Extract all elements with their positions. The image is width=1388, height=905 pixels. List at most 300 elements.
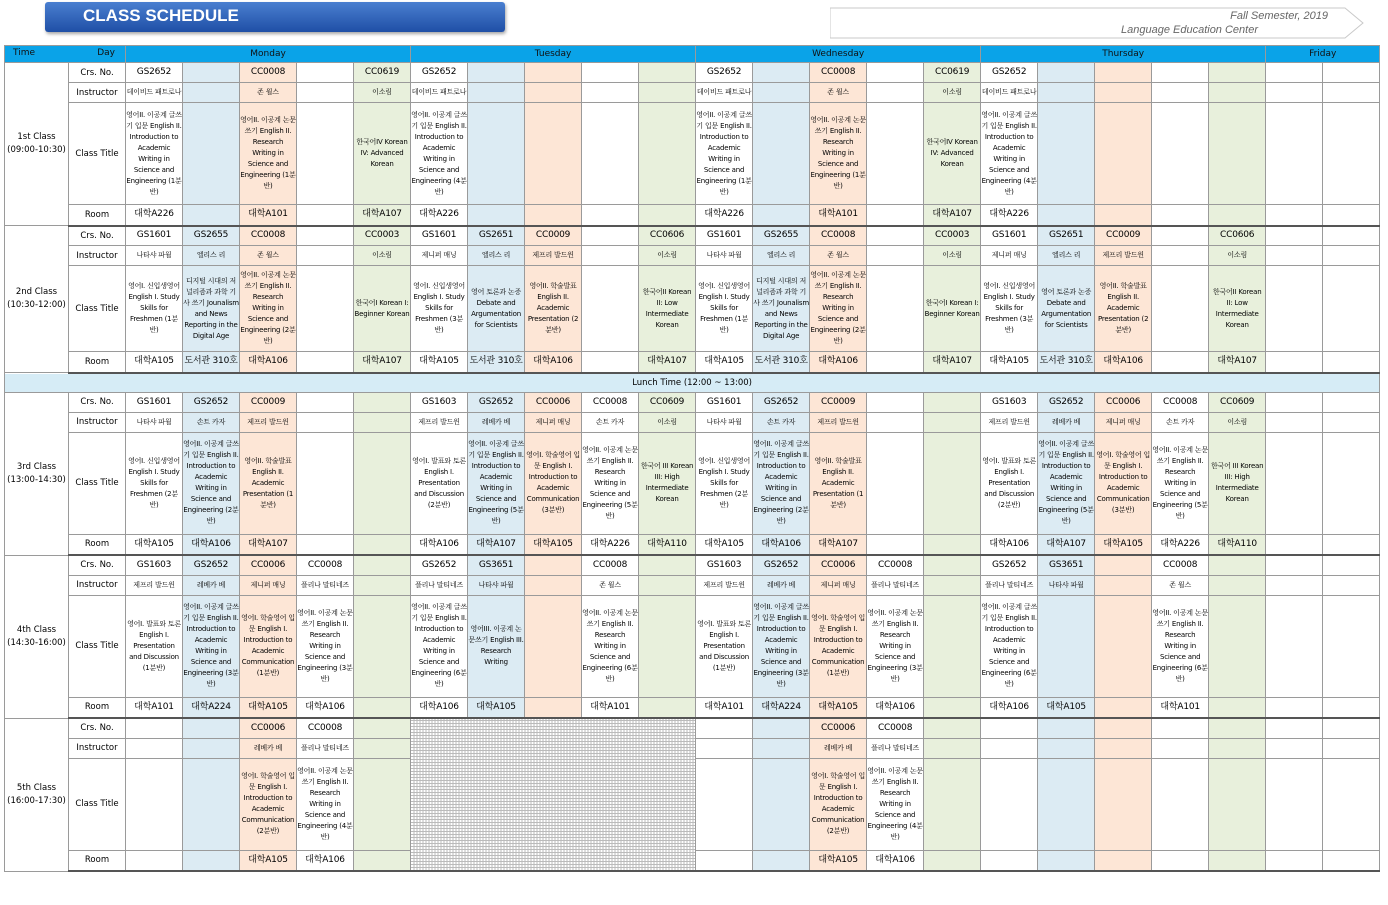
course-room: 도서관 310호	[183, 352, 240, 373]
course-code[interactable]: CC0008	[810, 226, 867, 246]
row-label-room: Room	[69, 534, 126, 555]
course-title: 영어I. 신입생영어 English I. Study Skills for Freshmen (2분반)	[126, 432, 183, 534]
semester-label: Fall Semester, 2019	[1230, 10, 1328, 22]
empty-slot	[582, 266, 639, 352]
row-label-code: Crs. No.	[69, 555, 126, 575]
course-instructor: 존 윌스	[810, 246, 867, 266]
period-name: 2nd Class	[15, 287, 58, 297]
empty-slot	[1152, 103, 1209, 205]
empty-slot	[525, 575, 582, 595]
course-code[interactable]: GS2655	[753, 226, 810, 246]
empty-slot	[582, 205, 639, 226]
course-code[interactable]: GS3651	[468, 555, 525, 575]
course-code[interactable]: CC0009	[525, 226, 582, 246]
course-title: 영어I. 학술영어 입문 English I. Introduction to Academic Communication (1분반)	[240, 595, 297, 697]
empty-slot	[1266, 392, 1323, 412]
empty-slot	[1323, 432, 1380, 534]
empty-slot	[1209, 850, 1266, 871]
empty-slot	[639, 205, 696, 226]
empty-slot	[924, 432, 981, 534]
course-room: 대학A105	[468, 697, 525, 718]
course-code[interactable]: GS1601	[696, 392, 753, 412]
empty-slot	[1266, 266, 1323, 352]
course-code[interactable]: CC0006	[240, 718, 297, 738]
empty-slot	[1209, 555, 1266, 575]
course-code[interactable]: CC0006	[525, 392, 582, 412]
empty-slot	[1152, 758, 1209, 850]
course-room: 대학A105	[1095, 534, 1152, 555]
empty-slot	[297, 266, 354, 352]
course-code[interactable]: GS2652	[1038, 392, 1095, 412]
empty-slot	[525, 555, 582, 575]
course-code[interactable]: GS2652	[126, 63, 183, 83]
course-instructor: 손트 카자	[1152, 412, 1209, 432]
period-name: 5th Class	[16, 782, 57, 793]
course-room: 대학A105	[126, 352, 183, 373]
course-instructor: 엘리스 리	[753, 246, 810, 266]
empty-slot	[1038, 103, 1095, 205]
course-code[interactable]: GS3651	[1038, 555, 1095, 575]
course-instructor: 존 윌스	[1152, 575, 1209, 595]
empty-slot	[1266, 246, 1323, 266]
course-instructor: 이소림	[924, 246, 981, 266]
course-room: 대학A106	[867, 850, 924, 871]
row-label-instructor: Instructor	[69, 738, 126, 758]
course-code[interactable]: GS2652	[753, 392, 810, 412]
day-header-wednesday: Wednesday	[696, 46, 981, 63]
course-room: 대학A106	[981, 534, 1038, 555]
empty-slot	[1266, 534, 1323, 555]
course-room: 대학A101	[240, 205, 297, 226]
course-code[interactable]: CC0008	[1152, 392, 1209, 412]
course-code[interactable]: GS1601	[981, 226, 1038, 246]
course-code[interactable]: GS1603	[696, 555, 753, 575]
empty-slot	[1323, 595, 1380, 697]
course-title: 영어II. 이공계 논문쓰기 English II. Research Writing in Science and Engineering (5분반)	[582, 432, 639, 534]
empty-slot	[639, 595, 696, 697]
course-title: 영어 토론과 논증 Debate and Argumentation for Scientists	[468, 266, 525, 352]
row-label-code: Crs. No.	[69, 718, 126, 738]
course-instructor: 데이비드 패트로나	[411, 83, 468, 103]
empty-slot	[468, 205, 525, 226]
row-label-title: Class Title	[69, 266, 126, 352]
row-label-code: Crs. No.	[69, 392, 126, 412]
course-room: 대학A107	[810, 534, 867, 555]
course-code[interactable]: GS1601	[126, 392, 183, 412]
empty-slot	[1209, 103, 1266, 205]
empty-slot	[1266, 205, 1323, 226]
course-instructor: 이소림	[639, 246, 696, 266]
course-instructor: 플리나 말티네즈	[867, 738, 924, 758]
course-code[interactable]: CC0008	[240, 226, 297, 246]
course-instructor: 이소림	[639, 412, 696, 432]
course-room: 대학A101	[126, 697, 183, 718]
empty-slot	[1323, 103, 1380, 205]
course-instructor: 제니퍼 매닝	[411, 246, 468, 266]
empty-slot	[297, 103, 354, 205]
course-title: 영어II. 학술발표 English II. Academic Presentation (1분반)	[810, 432, 867, 534]
course-room: 대학A106	[525, 352, 582, 373]
empty-slot	[867, 83, 924, 103]
course-code[interactable]: CC0006	[240, 555, 297, 575]
course-title: 영어II. 이공계 글쓰기 입문 English II. Introduction to Academic Writing in Science and Engineering (6분반)	[981, 595, 1038, 697]
course-room: 대학A106	[411, 534, 468, 555]
course-code[interactable]: GS2652	[696, 63, 753, 83]
empty-slot	[1152, 738, 1209, 758]
course-code[interactable]: GS1601	[696, 226, 753, 246]
empty-slot	[753, 83, 810, 103]
period-time: (13:00-14:30)	[7, 474, 66, 485]
course-instructor: 제니퍼 매닝	[810, 575, 867, 595]
empty-slot	[1323, 83, 1380, 103]
course-instructor: 엘리스 리	[468, 246, 525, 266]
empty-slot	[753, 758, 810, 850]
course-instructor: 존 윌스	[240, 246, 297, 266]
course-code[interactable]: GS2652	[981, 63, 1038, 83]
course-code[interactable]: GS2655	[183, 226, 240, 246]
course-code[interactable]: CC0006	[810, 718, 867, 738]
time-day-header	[5, 46, 126, 63]
course-title: 영어II. 이공계 논문쓰기 English II. Research Writing in Science and Engineering (2분반)	[810, 266, 867, 352]
empty-slot	[1323, 412, 1380, 432]
empty-slot	[1152, 83, 1209, 103]
course-title: 영어I. 발표와 토론 English I. Presentation and Discussion (2분반)	[981, 432, 1038, 534]
course-room: 대학A110	[639, 534, 696, 555]
empty-slot	[1266, 226, 1323, 246]
course-code[interactable]: GS2651	[468, 226, 525, 246]
course-title: 영어II. 이공계 논문쓰기 English II. Research Writing in Science and Engineering (4분반)	[297, 758, 354, 850]
empty-slot	[924, 697, 981, 718]
course-instructor: 데이비드 패트로나	[696, 83, 753, 103]
course-room: 대학A105	[525, 534, 582, 555]
course-room: 대학A101	[582, 697, 639, 718]
empty-slot	[924, 412, 981, 432]
empty-slot	[1095, 575, 1152, 595]
row-label-title: Class Title	[69, 758, 126, 850]
course-title: 영어I. 신입생영어 English I. Study Skills for Freshmen (3분반)	[981, 266, 1038, 352]
empty-slot	[924, 575, 981, 595]
empty-slot	[1038, 850, 1095, 871]
period-name: 4th Class	[16, 624, 57, 635]
course-code[interactable]: CC0006	[810, 555, 867, 575]
course-title: 영어I. 신입생영어 English I. Study Skills for Freshmen (2분반)	[696, 432, 753, 534]
day-header-thursday: Thursday	[981, 46, 1266, 63]
course-code[interactable]: CC0008	[297, 555, 354, 575]
course-instructor: 엘리스 리	[183, 246, 240, 266]
course-code[interactable]: GS2652	[411, 63, 468, 83]
course-code[interactable]: CC0008	[240, 63, 297, 83]
course-code[interactable]: CC0619	[924, 63, 981, 83]
empty-slot	[183, 83, 240, 103]
course-code[interactable]: GS2652	[183, 392, 240, 412]
empty-slot	[354, 555, 411, 575]
empty-slot	[1266, 575, 1323, 595]
empty-slot	[924, 534, 981, 555]
course-instructor: 레베카 베	[753, 575, 810, 595]
course-room: 대학A105	[981, 352, 1038, 373]
empty-slot	[1266, 758, 1323, 850]
day-header-friday: Friday	[1266, 46, 1380, 63]
course-room: 대학A224	[753, 697, 810, 718]
course-title: 영어II. 이공계 글쓰기 입문 English II. Introduction to Academic Writing in Science and Engineering (3분반)	[753, 595, 810, 697]
empty-slot	[1038, 63, 1095, 83]
course-code[interactable]: GS2652	[468, 392, 525, 412]
course-instructor: 제프리 발드윈	[1095, 246, 1152, 266]
course-instructor: 나타샤 파월	[696, 412, 753, 432]
course-code[interactable]: GS1603	[126, 555, 183, 575]
course-room: 대학A226	[981, 205, 1038, 226]
course-room: 대학A105	[411, 352, 468, 373]
empty-slot	[696, 850, 753, 871]
empty-slot	[582, 226, 639, 246]
course-title: 영어II. 이공계 논문쓰기 English II. Research Writing in Science and Engineering (1분반)	[240, 103, 297, 205]
course-instructor: 레베카 베	[183, 575, 240, 595]
empty-slot	[582, 83, 639, 103]
empty-slot	[753, 718, 810, 738]
course-code[interactable]: CC0008	[582, 392, 639, 412]
course-title: 영어I. 학술영어 입문 English I. Introduction to Academic Communication (3분반)	[525, 432, 582, 534]
empty-slot	[1209, 718, 1266, 738]
empty-slot	[1266, 412, 1323, 432]
empty-slot	[1095, 63, 1152, 83]
course-code[interactable]: GS1603	[981, 392, 1038, 412]
course-code[interactable]: CC0008	[297, 718, 354, 738]
empty-slot	[582, 103, 639, 205]
empty-slot	[183, 738, 240, 758]
course-instructor: 제프리 발드윈	[411, 412, 468, 432]
empty-slot	[1323, 850, 1380, 871]
course-instructor: 나타샤 파월	[1038, 575, 1095, 595]
course-instructor: 플리나 말티네즈	[297, 738, 354, 758]
course-code[interactable]: GS1603	[411, 392, 468, 412]
empty-slot	[1323, 555, 1380, 575]
row-label-code: Crs. No.	[69, 226, 126, 246]
course-instructor: 플리나 말티네즈	[981, 575, 1038, 595]
empty-slot	[582, 352, 639, 373]
empty-slot	[1152, 246, 1209, 266]
course-instructor: 제프리 발드윈	[126, 575, 183, 595]
course-title: 영어II. 이공계 논문쓰기 English II. Research Writing in Science and Engineering (1분반)	[810, 103, 867, 205]
course-code[interactable]: CC0619	[354, 63, 411, 83]
course-title: 영어II. 이공계 글쓰기 입문 English II. Introduction to Academic Writing in Science and Engineering (5분반)	[468, 432, 525, 534]
course-code[interactable]: CC0009	[240, 392, 297, 412]
course-instructor: 레베카 베	[1038, 412, 1095, 432]
empty-slot	[753, 738, 810, 758]
course-room: 대학A226	[1152, 534, 1209, 555]
empty-slot	[297, 352, 354, 373]
row-label-instructor: Instructor	[69, 575, 126, 595]
empty-slot	[297, 392, 354, 412]
course-room: 대학A106	[240, 352, 297, 373]
empty-slot	[1266, 83, 1323, 103]
empty-slot	[1095, 555, 1152, 575]
empty-slot	[1038, 738, 1095, 758]
empty-slot	[1095, 103, 1152, 205]
course-instructor: 레베카 베	[468, 412, 525, 432]
course-code[interactable]: CC0609	[1209, 392, 1266, 412]
course-title: 영어II. 이공계 논문쓰기 English II. Research Writing in Science and Engineering (5분반)	[1152, 432, 1209, 534]
course-room: 대학A107	[1038, 534, 1095, 555]
row-label-instructor: Instructor	[69, 246, 126, 266]
course-code[interactable]: GS1601	[411, 226, 468, 246]
course-room: 대학A107	[240, 534, 297, 555]
course-instructor: 나타샤 파월	[468, 575, 525, 595]
course-title: 영어I. 학술영어 입문 English I. Introduction to Academic Communication (2분반)	[810, 758, 867, 850]
course-code[interactable]: GS2652	[183, 555, 240, 575]
empty-slot	[1095, 738, 1152, 758]
course-room: 대학A106	[411, 697, 468, 718]
course-code[interactable]: GS2652	[753, 555, 810, 575]
empty-slot	[753, 850, 810, 871]
empty-slot	[867, 226, 924, 246]
course-code[interactable]: CC0009	[810, 392, 867, 412]
course-instructor: 엘리스 리	[1038, 246, 1095, 266]
empty-slot	[1038, 205, 1095, 226]
course-title: 영어II. 이공계 글쓰기 입문 English II. Introduction to Academic Writing in Science and Engineering (1분반)	[126, 103, 183, 205]
empty-slot	[297, 205, 354, 226]
course-title: 한국어 III Korean III: High Intermediate Korean	[639, 432, 696, 534]
empty-slot	[1323, 575, 1380, 595]
course-code[interactable]: GS2652	[981, 555, 1038, 575]
empty-slot	[354, 432, 411, 534]
course-room: 대학A106	[1095, 352, 1152, 373]
empty-slot	[696, 758, 753, 850]
course-code[interactable]: CC0609	[639, 392, 696, 412]
course-title: 영어II. 이공계 글쓰기 입문 English II. Introduction to Academic Writing in Science and Engineering (4분반)	[981, 103, 1038, 205]
row-label-title: Class Title	[69, 432, 126, 534]
empty-slot	[297, 246, 354, 266]
course-code[interactable]: GS2652	[411, 555, 468, 575]
course-room: 대학A106	[981, 697, 1038, 718]
course-code[interactable]: CC0606	[639, 226, 696, 246]
empty-slot	[297, 83, 354, 103]
course-instructor: 제니퍼 매닝	[240, 575, 297, 595]
course-room: 대학A107	[639, 352, 696, 373]
row-label-instructor: Instructor	[69, 412, 126, 432]
course-room: 대학A106	[867, 697, 924, 718]
course-code[interactable]: CC0008	[867, 555, 924, 575]
empty-slot	[525, 63, 582, 83]
empty-slot	[1323, 226, 1380, 246]
empty-slot	[1209, 205, 1266, 226]
day-header-tuesday: Tuesday	[411, 46, 696, 63]
course-instructor: 레베카 베	[240, 738, 297, 758]
course-code[interactable]: CC0006	[1095, 392, 1152, 412]
period-name: 1st Class	[17, 132, 56, 142]
empty-slot	[1266, 103, 1323, 205]
course-room: 대학A105	[696, 352, 753, 373]
course-instructor: 데이비드 패트로나	[126, 83, 183, 103]
empty-slot	[981, 718, 1038, 738]
course-instructor: 나타샤 파월	[696, 246, 753, 266]
course-room: 대학A110	[1209, 534, 1266, 555]
course-room: 대학A107	[924, 205, 981, 226]
course-title: 영어II. 학술발표 English II. Academic Presentation (1분반)	[240, 432, 297, 534]
empty-slot	[1038, 718, 1095, 738]
period-label	[5, 718, 69, 871]
course-code[interactable]: CC0606	[1209, 226, 1266, 246]
empty-slot	[867, 412, 924, 432]
empty-slot	[1209, 83, 1266, 103]
course-instructor: 제프리 발드윈	[525, 246, 582, 266]
course-title: 영어II. 이공계 글쓰기 입문 English II. Introduction to Academic Writing in Science and Engineering (5분반)	[1038, 432, 1095, 534]
course-title: 한국어I Korean I: Beginner Korean	[924, 266, 981, 352]
course-instructor: 이소림	[354, 246, 411, 266]
empty-slot	[297, 534, 354, 555]
period-name: 3rd Class	[16, 461, 57, 472]
empty-slot	[1323, 352, 1380, 373]
course-code[interactable]: GS2651	[1038, 226, 1095, 246]
empty-slot	[354, 850, 411, 871]
empty-slot	[1266, 352, 1323, 373]
period-time: (10:30-12:00)	[7, 300, 66, 310]
course-code[interactable]: CC0008	[810, 63, 867, 83]
course-code[interactable]: CC0003	[924, 226, 981, 246]
empty-slot	[1323, 392, 1380, 412]
empty-slot	[1209, 63, 1266, 83]
course-instructor: 제프리 발드윈	[810, 412, 867, 432]
course-title: 영어I. 발표와 토론 English I. Presentation and Discussion (2분반)	[411, 432, 468, 534]
empty-slot	[297, 226, 354, 246]
course-room: 대학A101	[810, 205, 867, 226]
course-instructor: 이소림	[354, 83, 411, 103]
empty-slot	[867, 63, 924, 83]
empty-slot	[1209, 738, 1266, 758]
course-title: 영어II. 이공계 글쓰기 입문 English II. Introduction to Academic Writing in Science and Engineering (1분반)	[696, 103, 753, 205]
empty-slot	[1095, 595, 1152, 697]
empty-slot	[1323, 266, 1380, 352]
empty-slot	[924, 555, 981, 575]
page-title: CLASS SCHEDULE	[83, 6, 239, 25]
empty-slot	[1095, 718, 1152, 738]
empty-slot	[525, 595, 582, 697]
course-title: 영어I. 발표와 토론 English I. Presentation and Discussion (1분반)	[126, 595, 183, 697]
empty-slot	[924, 738, 981, 758]
course-code[interactable]: CC0008	[867, 718, 924, 738]
row-label-title: Class Title	[69, 103, 126, 205]
course-instructor: 나타샤 파월	[126, 412, 183, 432]
empty-slot	[183, 758, 240, 850]
course-room: 대학A107	[1209, 352, 1266, 373]
course-room: 대학A107	[924, 352, 981, 373]
empty-slot	[981, 850, 1038, 871]
empty-slot	[924, 595, 981, 697]
empty-slot	[696, 738, 753, 758]
course-code[interactable]: CC0003	[354, 226, 411, 246]
course-code[interactable]: CC0008	[1152, 555, 1209, 575]
course-code[interactable]: CC0009	[1095, 226, 1152, 246]
empty-slot	[696, 718, 753, 738]
empty-slot	[582, 63, 639, 83]
course-room: 대학A105	[810, 697, 867, 718]
course-instructor: 나타샤 파월	[126, 246, 183, 266]
course-code[interactable]: CC0008	[582, 555, 639, 575]
empty-slot	[753, 205, 810, 226]
course-room: 대학A226	[582, 534, 639, 555]
course-title: 영어I. 발표와 토론 English I. Presentation and Discussion (1분반)	[696, 595, 753, 697]
period-label	[5, 392, 69, 555]
empty-slot	[183, 103, 240, 205]
empty-slot	[1209, 595, 1266, 697]
empty-slot	[867, 352, 924, 373]
course-title: 디지털 시대의 저널리즘과 과학 기사 쓰기 Jounalism and News Reporting in the Digital Age	[183, 266, 240, 352]
course-instructor: 플리나 말티네즈	[297, 575, 354, 595]
empty-slot	[297, 412, 354, 432]
course-code[interactable]: GS1601	[126, 226, 183, 246]
empty-slot	[1266, 432, 1323, 534]
row-label-room: Room	[69, 205, 126, 226]
course-title: 한국어 III Korean III: High Intermediate Korean	[1209, 432, 1266, 534]
